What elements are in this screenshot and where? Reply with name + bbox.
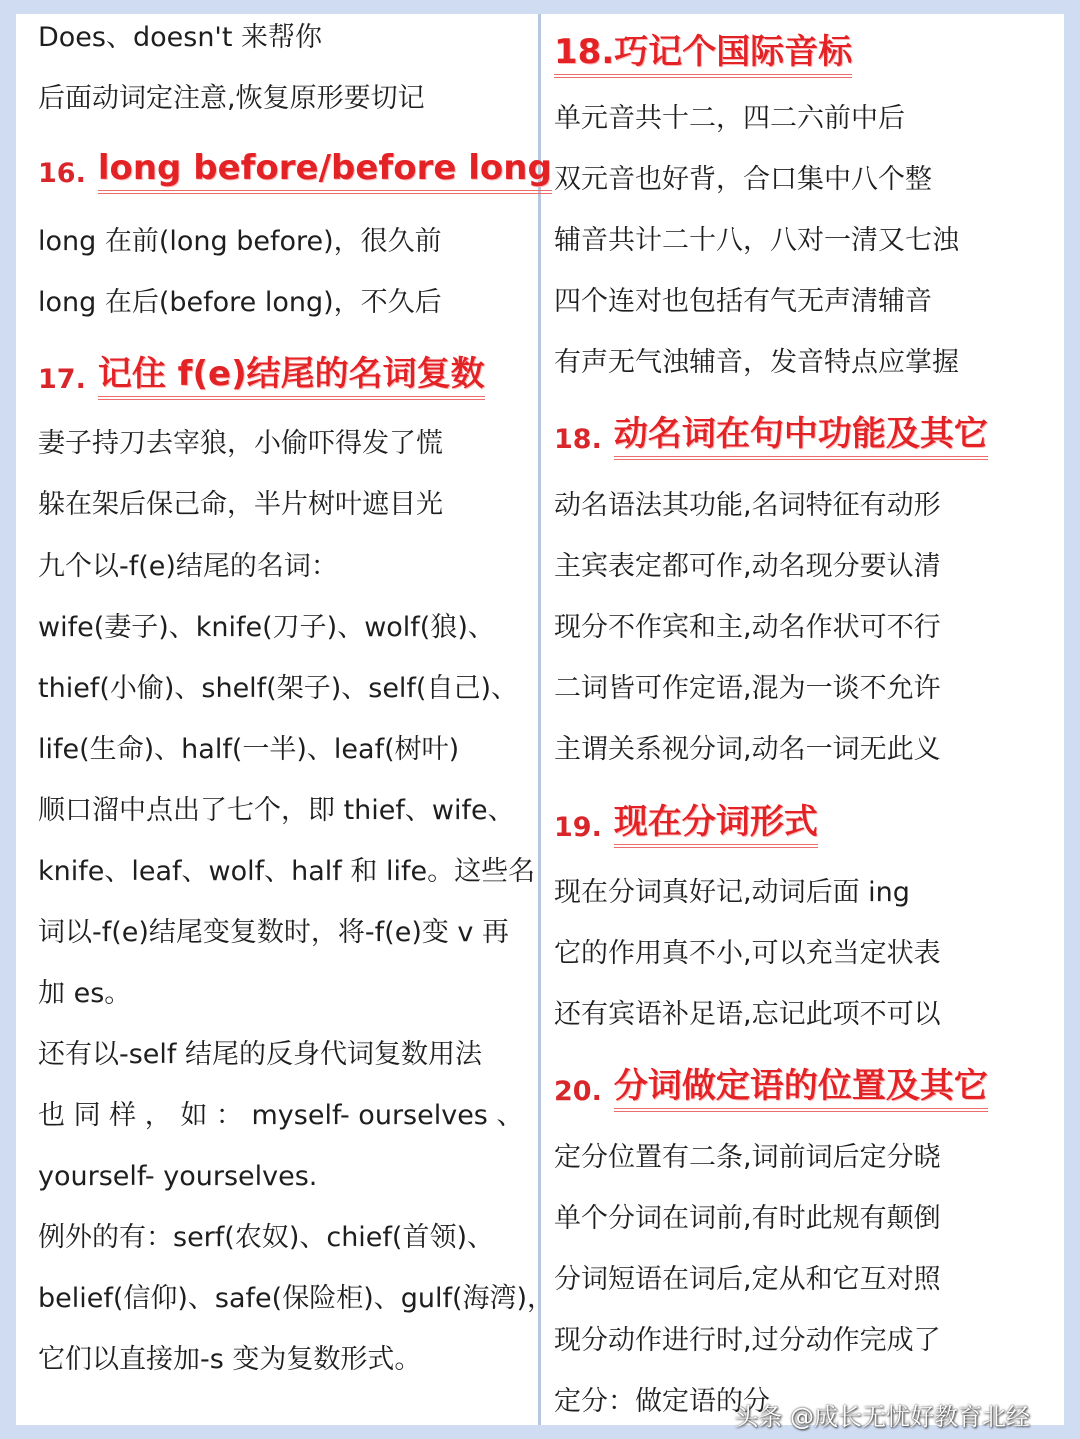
text-line: 辅音共计二十八，八对一清又七浊 [554, 225, 959, 256]
text-line: 现分动作进行时,过分动作完成了 [554, 1325, 941, 1356]
text-line: knife、leaf、wolf、half 和 life。这些名 [38, 856, 536, 887]
text-line: 单个分词在词前,有时此规有颠倒 [554, 1203, 941, 1234]
text-line: 四个连对也包括有气无声清辅音 [554, 286, 932, 317]
text-line: 主谓关系视分词,动名一词无此义 [554, 734, 941, 765]
text-line: 它们以直接加-s 变为复数形式。 [38, 1344, 422, 1375]
text-line: 它的作用真不小,可以充当定状表 [554, 938, 941, 969]
text-line: 双元音也好背，合口集中八个整 [554, 164, 932, 195]
text-line: long 在前(long before)，很久前 [38, 226, 442, 257]
text-line: 定分位置有二条,词前词后定分晓 [554, 1142, 941, 1173]
text-line: 还有以-self 结尾的反身代词复数用法 [38, 1039, 483, 1070]
section-number: 18. [554, 424, 602, 455]
document-page [16, 14, 1064, 1431]
section-number: 17. [38, 364, 86, 395]
text-line: 有声无气浊辅音，发音特点应掌握 [554, 347, 959, 378]
section-number: 16. [38, 158, 86, 189]
section-heading-20 [554, 1060, 988, 1112]
section-heading-16 [38, 142, 552, 194]
text-line: 加 es。 [38, 978, 132, 1009]
text-line: belief(信仰)、safe(保险柜)、gulf(海湾)， [38, 1283, 555, 1314]
text-line: 单元音共十二，四二六前中后 [554, 103, 905, 134]
watermark: 头条 @成长无忧好教育北经 [734, 1403, 1030, 1431]
text-line: 分词短语在词后,定从和它互对照 [554, 1264, 941, 1295]
section-number: 20. [554, 1076, 602, 1107]
text-line: wife(妻子)、knife(刀子)、wolf(狼)、 [38, 612, 495, 643]
text-line: 现分不作宾和主,动名作状可不行 [554, 612, 941, 643]
text-line: 例外的有：serf(农奴)、chief(首领)、 [38, 1222, 494, 1253]
text-line: 躲在架后保己命，半片树叶遮目光 [38, 489, 443, 520]
section-title: 动名词在句中功能及其它 [614, 412, 988, 460]
text-line: thief(小偷)、shelf(架子)、self(自己)、 [38, 673, 519, 704]
section-title: long before/before long [98, 146, 552, 194]
section-number: 19. [554, 812, 602, 843]
section-heading-19 [554, 796, 818, 848]
text-line: 现在分词真好记,动词后面 ing [554, 877, 910, 908]
text-line: yourself- yourselves. [38, 1161, 318, 1192]
column-divider [538, 14, 541, 1425]
text-line: 动名语法其功能,名词特征有动形 [554, 490, 941, 521]
text-line: 也 同 样 ， 如 ： myself- ourselves 、 [38, 1100, 524, 1131]
section-heading-17 [38, 348, 485, 400]
section-title: 18.巧记个国际音标 [554, 30, 852, 78]
section-title: 分词做定语的位置及其它 [614, 1064, 988, 1112]
text-line: 定分：做定语的分 [554, 1386, 770, 1417]
text-line: 词以-f(e)结尾变复数时，将-f(e)变 v 再 [38, 917, 509, 948]
text-line: 二词皆可作定语,混为一谈不允许 [554, 673, 941, 704]
text-line: 后面动词定注意,恢复原形要切记 [38, 83, 425, 114]
text-line: long 在后(before long)，不久后 [38, 287, 442, 318]
text-line: 妻子持刀去宰狼，小偷吓得发了慌 [38, 428, 443, 459]
section-heading-18-gerund [554, 408, 988, 460]
section-title: 记住 f(e)结尾的名词复数 [98, 352, 485, 400]
text-line: 顺口溜中点出了七个，即 thief、wife、 [38, 795, 515, 826]
text-line: 主宾表定都可作,动名现分要认清 [554, 551, 941, 582]
text-line: 九个以-f(e)结尾的名词： [38, 551, 338, 582]
text-line: Does、doesn't 来帮你 [38, 22, 323, 53]
section-title: 现在分词形式 [614, 800, 818, 848]
text-line: 还有宾语补足语,忘记此项不可以 [554, 999, 941, 1030]
section-heading-18-phonetics [554, 26, 852, 78]
text-line: life(生命)、half(一半)、leaf(树叶) [38, 734, 460, 765]
